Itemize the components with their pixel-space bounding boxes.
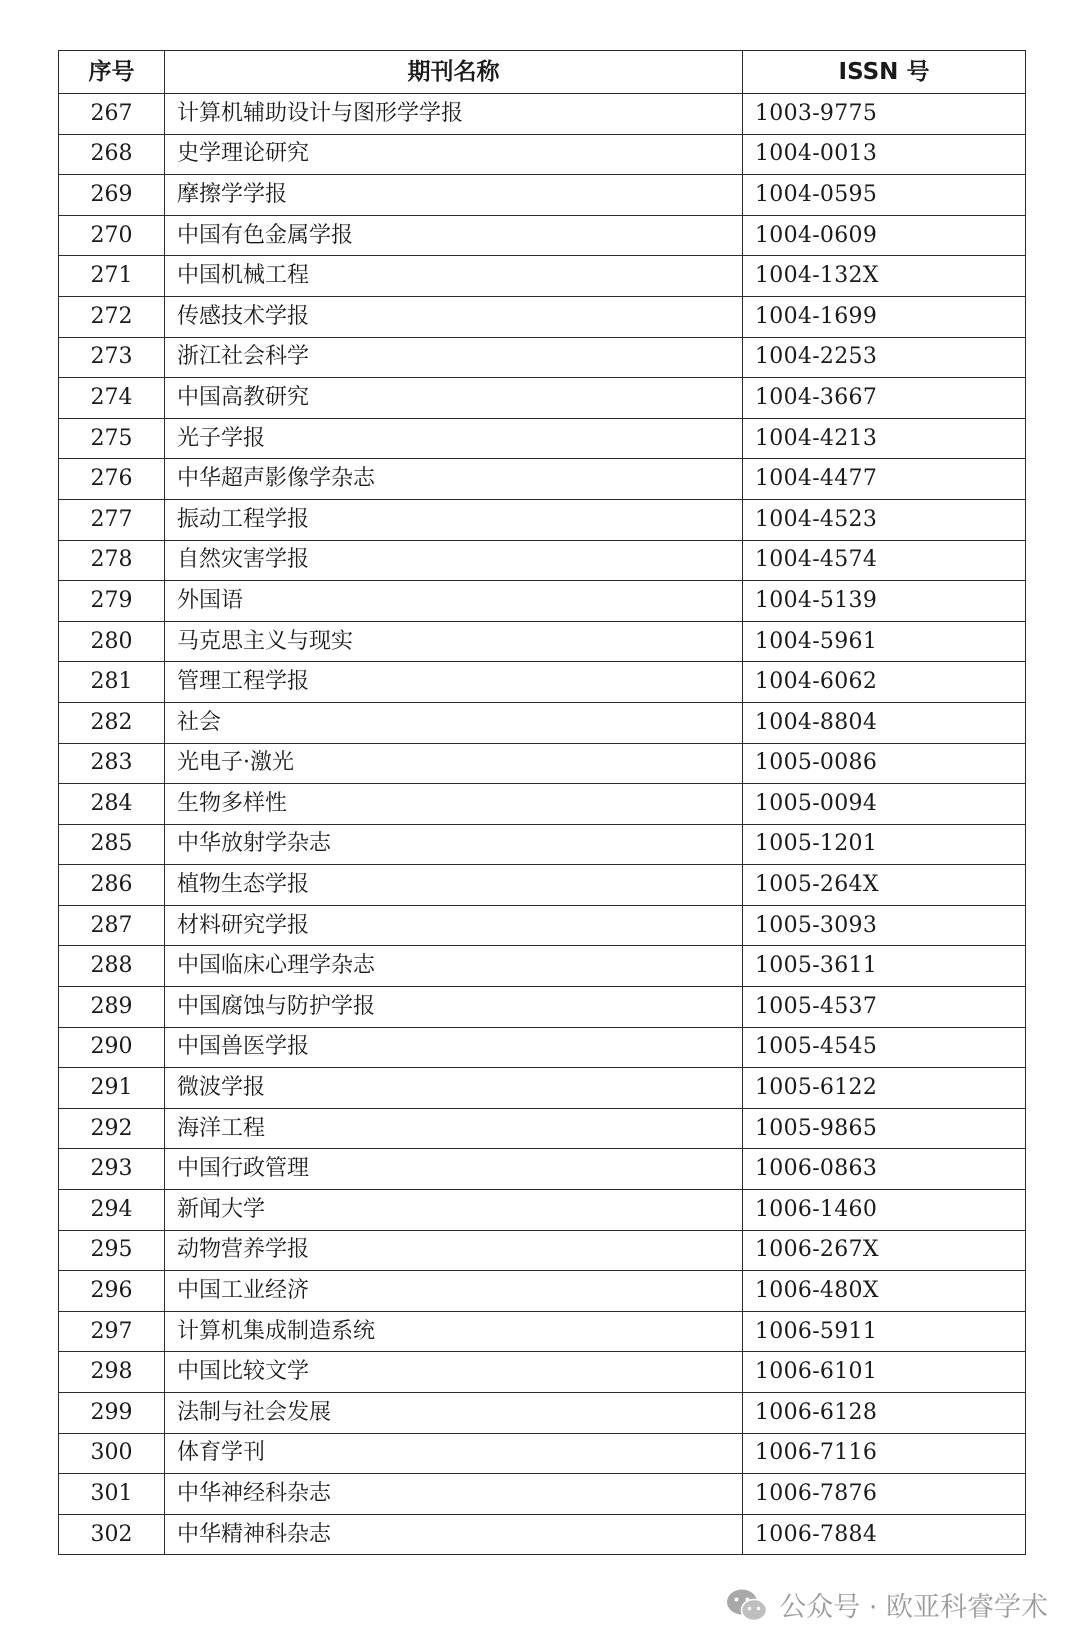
serial-number-cell: 290	[59, 1027, 165, 1068]
table-row	[59, 175, 1026, 216]
journal-name-cell: 光电子·激光	[165, 743, 743, 784]
table-row	[59, 1393, 1026, 1434]
serial-number-cell: 292	[59, 1108, 165, 1149]
table-row	[59, 296, 1026, 337]
journal-name-cell: 中国有色金属学报	[165, 215, 743, 256]
serial-number-cell: 274	[59, 378, 165, 419]
issn-cell: 1004-5961	[743, 621, 1026, 662]
table-row	[59, 784, 1026, 825]
table-row	[59, 256, 1026, 297]
table-row	[59, 662, 1026, 703]
journal-name-cell: 中华放射学杂志	[165, 824, 743, 865]
table-row	[59, 459, 1026, 500]
serial-number-cell: 279	[59, 581, 165, 622]
journal-name-cell: 微波学报	[165, 1068, 743, 1109]
journal-name-cell: 中华超声影像学杂志	[165, 459, 743, 500]
issn-cell: 1005-4537	[743, 987, 1026, 1028]
serial-number-cell: 283	[59, 743, 165, 784]
journal-name-cell: 生物多样性	[165, 784, 743, 825]
journal-name-cell: 中国行政管理	[165, 1149, 743, 1190]
journal-name-cell: 史学理论研究	[165, 134, 743, 175]
issn-cell: 1006-5911	[743, 1311, 1026, 1352]
journal-name-cell: 新闻大学	[165, 1190, 743, 1231]
journal-name-cell: 计算机辅助设计与图形学学报	[165, 94, 743, 135]
journal-name-cell: 中国工业经济	[165, 1271, 743, 1312]
table-row	[59, 581, 1026, 622]
issn-cell: 1006-7876	[743, 1474, 1026, 1515]
issn-cell: 1004-4523	[743, 499, 1026, 540]
journal-name-cell: 中国兽医学报	[165, 1027, 743, 1068]
table-row	[59, 987, 1026, 1028]
serial-number-cell: 294	[59, 1190, 165, 1231]
journal-name-cell: 中国机械工程	[165, 256, 743, 297]
serial-number-cell: 297	[59, 1311, 165, 1352]
table-row	[59, 1271, 1026, 1312]
issn-cell: 1004-5139	[743, 581, 1026, 622]
table-row	[59, 1149, 1026, 1190]
journal-name-cell: 中华精神科杂志	[165, 1514, 743, 1555]
table-row	[59, 1027, 1026, 1068]
issn-cell: 1006-267X	[743, 1230, 1026, 1271]
journal-name-cell: 光子学报	[165, 418, 743, 459]
journal-name-cell: 中华神经科杂志	[165, 1474, 743, 1515]
table-row	[59, 215, 1026, 256]
journal-name-cell: 动物营养学报	[165, 1230, 743, 1271]
serial-number-cell: 278	[59, 540, 165, 581]
serial-number-cell: 270	[59, 215, 165, 256]
table-row	[59, 134, 1026, 175]
issn-cell: 1006-7884	[743, 1514, 1026, 1555]
table-row	[59, 1068, 1026, 1109]
issn-cell: 1004-6062	[743, 662, 1026, 703]
serial-number-cell: 280	[59, 621, 165, 662]
table-row	[59, 824, 1026, 865]
serial-number-cell: 273	[59, 337, 165, 378]
serial-number-cell: 289	[59, 987, 165, 1028]
serial-number-cell: 300	[59, 1433, 165, 1474]
issn-cell: 1005-4545	[743, 1027, 1026, 1068]
serial-number-cell: 275	[59, 418, 165, 459]
journal-name-cell: 中国腐蚀与防护学报	[165, 987, 743, 1028]
journal-name-cell: 法制与社会发展	[165, 1393, 743, 1434]
serial-number-cell: 302	[59, 1514, 165, 1555]
table-row	[59, 418, 1026, 459]
wechat-icon	[725, 1587, 769, 1623]
issn-cell: 1004-2253	[743, 337, 1026, 378]
issn-cell: 1004-1699	[743, 296, 1026, 337]
serial-number-cell: 281	[59, 662, 165, 703]
table-row	[59, 1474, 1026, 1515]
serial-number-cell: 296	[59, 1271, 165, 1312]
journal-name-cell: 管理工程学报	[165, 662, 743, 703]
table-row	[59, 621, 1026, 662]
journal-name-cell: 中国高教研究	[165, 378, 743, 419]
journal-name-cell: 中国临床心理学杂志	[165, 946, 743, 987]
issn-cell: 1006-0863	[743, 1149, 1026, 1190]
journal-name-cell: 外国语	[165, 581, 743, 622]
table-row	[59, 540, 1026, 581]
serial-number-cell: 287	[59, 905, 165, 946]
journal-name-cell: 马克思主义与现实	[165, 621, 743, 662]
issn-cell: 1004-4574	[743, 540, 1026, 581]
issn-cell: 1004-0609	[743, 215, 1026, 256]
table-row	[59, 865, 1026, 906]
journal-name-cell: 材料研究学报	[165, 905, 743, 946]
issn-cell: 1004-3667	[743, 378, 1026, 419]
issn-cell: 1005-264X	[743, 865, 1026, 906]
journal-name-cell: 植物生态学报	[165, 865, 743, 906]
issn-cell: 1004-0595	[743, 175, 1026, 216]
journal-name-cell: 浙江社会科学	[165, 337, 743, 378]
issn-cell: 1004-4213	[743, 418, 1026, 459]
table-row	[59, 702, 1026, 743]
table-row	[59, 905, 1026, 946]
journal-name-cell: 振动工程学报	[165, 499, 743, 540]
serial-number-cell: 298	[59, 1352, 165, 1393]
table-row	[59, 1514, 1026, 1555]
header-serial-number: 序号	[59, 51, 165, 94]
watermark-text: 公众号 · 欧亚科睿学术	[779, 1592, 1048, 1623]
header-journal-name: 期刊名称	[165, 51, 743, 94]
journal-name-cell: 摩擦学学报	[165, 175, 743, 216]
table-row	[59, 499, 1026, 540]
issn-cell: 1004-8804	[743, 702, 1026, 743]
header-issn: ISSN 号	[743, 51, 1026, 94]
journal-name-cell: 中国比较文学	[165, 1352, 743, 1393]
serial-number-cell: 284	[59, 784, 165, 825]
journal-name-cell: 自然灾害学报	[165, 540, 743, 581]
serial-number-cell: 293	[59, 1149, 165, 1190]
issn-cell: 1005-3611	[743, 946, 1026, 987]
issn-cell: 1006-480X	[743, 1271, 1026, 1312]
table-row	[59, 1230, 1026, 1271]
issn-cell: 1005-1201	[743, 824, 1026, 865]
issn-cell: 1006-6128	[743, 1393, 1026, 1434]
serial-number-cell: 295	[59, 1230, 165, 1271]
issn-cell: 1003-9775	[743, 94, 1026, 135]
issn-cell: 1005-0094	[743, 784, 1026, 825]
issn-cell: 1005-9865	[743, 1108, 1026, 1149]
serial-number-cell: 288	[59, 946, 165, 987]
serial-number-cell: 268	[59, 134, 165, 175]
serial-number-cell: 272	[59, 296, 165, 337]
serial-number-cell: 267	[59, 94, 165, 135]
issn-cell: 1005-0086	[743, 743, 1026, 784]
journal-name-cell: 社会	[165, 702, 743, 743]
serial-number-cell: 301	[59, 1474, 165, 1515]
serial-number-cell: 299	[59, 1393, 165, 1434]
table-row	[59, 946, 1026, 987]
issn-cell: 1004-4477	[743, 459, 1026, 500]
serial-number-cell: 271	[59, 256, 165, 297]
table-row	[59, 337, 1026, 378]
serial-number-cell: 286	[59, 865, 165, 906]
journal-name-cell: 体育学刊	[165, 1433, 743, 1474]
header-row	[59, 51, 1026, 94]
watermark	[725, 1585, 1048, 1624]
serial-number-cell: 291	[59, 1068, 165, 1109]
serial-number-cell: 269	[59, 175, 165, 216]
journal-table	[58, 50, 1026, 1555]
issn-cell: 1004-132X	[743, 256, 1026, 297]
issn-cell: 1005-3093	[743, 905, 1026, 946]
issn-cell: 1006-7116	[743, 1433, 1026, 1474]
table-row	[59, 1433, 1026, 1474]
journal-name-cell: 计算机集成制造系统	[165, 1311, 743, 1352]
table-row	[59, 1311, 1026, 1352]
table-row	[59, 1352, 1026, 1393]
table-row	[59, 94, 1026, 135]
issn-cell: 1006-6101	[743, 1352, 1026, 1393]
issn-cell: 1004-0013	[743, 134, 1026, 175]
serial-number-cell: 277	[59, 499, 165, 540]
table-row	[59, 378, 1026, 419]
journal-name-cell: 海洋工程	[165, 1108, 743, 1149]
issn-cell: 1006-1460	[743, 1190, 1026, 1231]
table-row	[59, 743, 1026, 784]
table-row	[59, 1190, 1026, 1231]
serial-number-cell: 282	[59, 702, 165, 743]
table-body	[59, 94, 1026, 1555]
serial-number-cell: 285	[59, 824, 165, 865]
journal-name-cell: 传感技术学报	[165, 296, 743, 337]
serial-number-cell: 276	[59, 459, 165, 500]
issn-cell: 1005-6122	[743, 1068, 1026, 1109]
table-row	[59, 1108, 1026, 1149]
